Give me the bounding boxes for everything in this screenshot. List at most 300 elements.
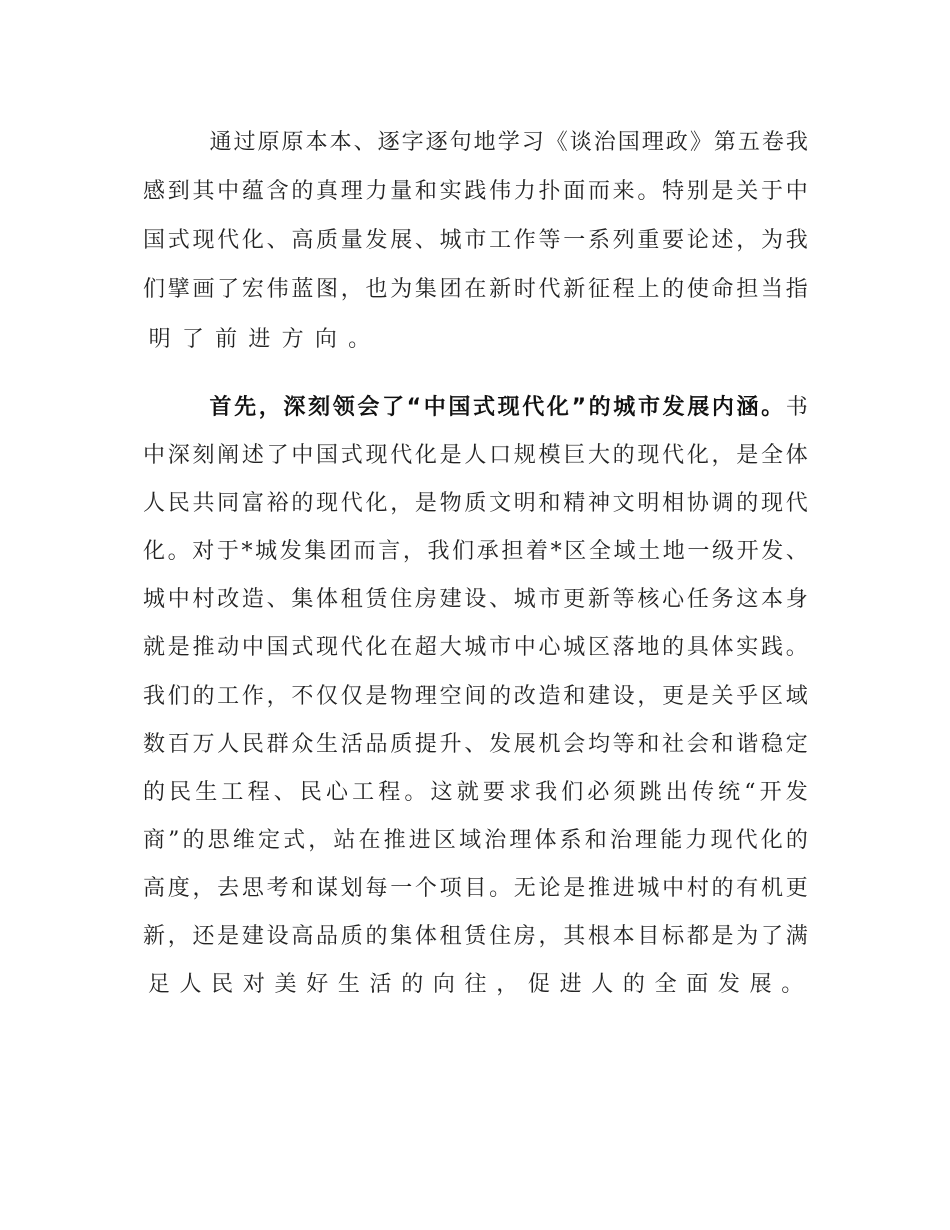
text-char: 重	[637, 228, 660, 253]
heading-char: 市	[637, 395, 660, 420]
text-char: 明	[637, 491, 660, 516]
text-char: 的	[711, 876, 734, 901]
text-char: 目	[464, 876, 487, 901]
text-char: 巨	[563, 443, 586, 468]
text-char: 目	[637, 924, 660, 949]
text-char: 面	[686, 972, 709, 997]
text-char: 式	[340, 443, 363, 468]
text-char: 。	[167, 539, 190, 564]
text-char: 土	[638, 539, 661, 564]
text-char: 来	[612, 179, 635, 204]
text-char: 间	[464, 684, 487, 709]
text-char: 其	[563, 924, 586, 949]
text-char: 。	[781, 972, 804, 997]
text-char: 。	[404, 780, 427, 805]
text-char: 逐	[377, 130, 400, 155]
text-char: 物	[390, 684, 413, 709]
text-char: 、	[266, 228, 289, 253]
text-char: 还	[192, 924, 215, 949]
text-char: 和	[711, 732, 734, 757]
text-char: 量	[340, 228, 363, 253]
text-char: 国	[266, 635, 289, 660]
text-char: 代	[538, 277, 561, 302]
text-char: 、	[785, 539, 808, 564]
text-line	[143, 778, 808, 808]
text-char: 域	[785, 684, 808, 709]
text-char: 要	[482, 780, 505, 805]
text-char: 神	[587, 491, 610, 516]
text-char: 感	[143, 179, 166, 204]
text-char: 就	[143, 635, 166, 660]
text-char: 均	[587, 732, 610, 757]
text-char: 和	[291, 876, 314, 901]
text-char: 我	[427, 539, 450, 564]
text-char: 化	[241, 228, 264, 253]
text-char: 、	[489, 587, 512, 612]
text-char: 命	[711, 277, 734, 302]
text-char: 城	[563, 635, 586, 660]
text-char: 核	[637, 587, 660, 612]
text-char: 住	[489, 924, 512, 949]
text-char: 区	[564, 539, 587, 564]
heading-char: ”	[571, 395, 587, 420]
text-char: 逐	[425, 130, 448, 155]
text-char: 的	[736, 491, 759, 516]
text-char: 的	[662, 635, 685, 660]
text-char: 足	[147, 972, 170, 997]
text-char: 工	[352, 780, 375, 805]
text-char: 的	[143, 780, 166, 805]
text-char: 了	[760, 924, 783, 949]
text-char: 市	[489, 635, 512, 660]
text-char: 具	[686, 635, 709, 660]
text-char: 有	[736, 876, 759, 901]
text-char: ，	[390, 491, 413, 516]
text-char: 租	[439, 924, 462, 949]
text-char: 蕴	[241, 179, 264, 204]
text-char: 共	[192, 491, 215, 516]
text-char: 身	[785, 587, 808, 612]
text-char: ，	[402, 539, 425, 564]
heading-char: 深	[283, 395, 306, 420]
text-char: 地	[662, 539, 685, 564]
text-char: 推	[587, 876, 610, 901]
heading-char: 内	[711, 395, 734, 420]
text-char: 赁	[365, 587, 388, 612]
text-char: 和	[584, 828, 607, 853]
text-char: 推	[192, 635, 215, 660]
text-char: 一	[687, 539, 710, 564]
text-char: 是	[439, 443, 462, 468]
text-char: 学	[497, 130, 520, 155]
text-char: 定	[785, 732, 808, 757]
text-char: 房	[414, 587, 437, 612]
text-char: 了	[217, 277, 240, 302]
text-char: 机	[538, 732, 561, 757]
text-char: 的	[489, 684, 512, 709]
text-char: 也	[365, 277, 388, 302]
text-char: 集	[390, 924, 413, 949]
heading-char: 现	[497, 395, 520, 420]
text-char: 房	[513, 924, 536, 949]
text-char: ，	[192, 876, 215, 901]
text-char: 标	[662, 924, 685, 949]
text-char: 展	[513, 732, 536, 757]
text-char: 宏	[241, 277, 264, 302]
text-char: 活	[369, 972, 392, 997]
text-char: 好	[306, 972, 329, 997]
text-char: 市	[538, 587, 561, 612]
text-char: ，	[538, 924, 561, 949]
heading-char: 。	[761, 395, 784, 420]
text-char: 进	[559, 972, 582, 997]
text-char: 伟	[489, 179, 512, 204]
text-char: 品	[316, 924, 339, 949]
text-char: 本	[329, 130, 352, 155]
text-line	[143, 489, 808, 519]
text-char: 的	[401, 972, 424, 997]
text-char: 代	[340, 635, 363, 660]
text-char: 求	[508, 780, 531, 805]
text-char: 全	[760, 443, 783, 468]
text-char: 通	[209, 130, 232, 155]
text-char: 调	[711, 491, 734, 516]
text-char: 思	[207, 828, 230, 853]
text-char: 代	[785, 491, 808, 516]
text-char: 我	[143, 684, 166, 709]
text-char: 须	[613, 780, 636, 805]
text-char: 进	[612, 876, 635, 901]
text-char: 群	[266, 732, 289, 757]
text-char: 承	[476, 539, 499, 564]
text-char: 句	[449, 130, 472, 155]
text-char: 考	[266, 876, 289, 901]
text-char: 市	[464, 228, 487, 253]
text-char: 图	[316, 277, 339, 302]
text-char: 精	[563, 491, 586, 516]
text-char: 人	[464, 443, 487, 468]
text-char: 地	[637, 635, 660, 660]
text-char: 特	[662, 179, 685, 204]
text-char: 五	[737, 130, 760, 155]
text-char: 品	[365, 732, 388, 757]
text-char: 。	[637, 179, 660, 204]
text-char: 代	[217, 228, 240, 253]
text-char: 担	[501, 539, 524, 564]
text-char: 乎	[736, 684, 759, 709]
text-char: 高	[143, 876, 166, 901]
text-char: 城	[255, 539, 278, 564]
text-char: 为	[760, 228, 783, 253]
text-char: 工	[489, 228, 512, 253]
text-char: 根	[587, 924, 610, 949]
text-char: ，	[637, 684, 660, 709]
text-char: 化	[143, 539, 166, 564]
text-char: 发	[489, 732, 512, 757]
text-char: 代	[735, 828, 758, 853]
text-char: 化	[760, 828, 783, 853]
text-char: 人	[217, 732, 240, 757]
text-char: 论	[538, 876, 561, 901]
text-char: 发	[785, 780, 808, 805]
text-char: 了	[181, 327, 204, 352]
text-line	[143, 325, 808, 355]
text-char: 中	[662, 876, 685, 901]
text-char: 征	[587, 277, 610, 302]
text-char: 体	[785, 443, 808, 468]
text-char: 万	[192, 732, 215, 757]
text-char: 列	[612, 228, 635, 253]
text-line	[143, 970, 808, 1000]
text-char: 发	[761, 539, 784, 564]
text-char: 中	[291, 443, 314, 468]
text-char: 中	[241, 635, 264, 660]
text-char: 提	[414, 732, 437, 757]
text-char: 述	[241, 443, 264, 468]
text-char: 建	[439, 587, 462, 612]
text-char: 文	[612, 491, 635, 516]
text-char: 中	[513, 635, 536, 660]
text-char: 稳	[760, 732, 783, 757]
text-char: 不	[291, 684, 314, 709]
text-char: 裕	[266, 491, 289, 516]
text-char: 是	[711, 179, 734, 204]
text-char: 村	[686, 876, 709, 901]
text-char: 统	[718, 780, 741, 805]
heading-char: 先	[234, 395, 257, 420]
text-char: 体	[316, 587, 339, 612]
text-char: 和	[563, 684, 586, 709]
text-char: 城	[513, 587, 536, 612]
text-char: 是	[414, 491, 437, 516]
text-char: 实	[736, 635, 759, 660]
text-char: 的	[612, 443, 635, 468]
text-char: 超	[414, 635, 437, 660]
text-char: 集	[414, 277, 437, 302]
text-char: 力	[365, 179, 388, 204]
text-char: 城	[464, 635, 487, 660]
heading-char: 涵	[736, 395, 759, 420]
text-char: 民	[211, 972, 234, 997]
text-char: 现	[365, 443, 388, 468]
text-char: 向	[314, 327, 337, 352]
text-char: 百	[167, 732, 190, 757]
text-char: 是	[686, 684, 709, 709]
text-char: 践	[464, 179, 487, 204]
heading-char: 刻	[308, 395, 331, 420]
text-char: 使	[686, 277, 709, 302]
text-char: 维	[232, 828, 255, 853]
text-char: 的	[365, 924, 388, 949]
text-char: 现	[316, 491, 339, 516]
heading-char: 会	[357, 395, 380, 420]
text-char: 务	[711, 587, 734, 612]
text-char: 发	[365, 228, 388, 253]
text-char: 、	[414, 228, 437, 253]
text-char: 是	[217, 924, 240, 949]
text-char: 团	[328, 539, 351, 564]
text-char: 工	[217, 684, 240, 709]
text-char: 高	[291, 228, 314, 253]
text-char: 伟	[266, 277, 289, 302]
text-char: 发	[717, 972, 740, 997]
text-char: 规	[513, 443, 536, 468]
text-char: 心	[662, 587, 685, 612]
text-char: 模	[538, 443, 561, 468]
text-char: 新	[563, 277, 586, 302]
text-char: 协	[686, 491, 709, 516]
text-char: 《	[545, 130, 568, 155]
text-char: 式	[167, 228, 190, 253]
text-char: 刻	[192, 443, 215, 468]
text-char: 中	[785, 179, 808, 204]
text-char: 我	[535, 780, 558, 805]
text-char: 等	[612, 587, 635, 612]
text-char: 民	[241, 732, 264, 757]
text-char: 前	[215, 327, 238, 352]
text-char: 就	[456, 780, 479, 805]
text-char: 的	[622, 972, 645, 997]
text-char: 治	[593, 130, 616, 155]
text-char: 众	[291, 732, 314, 757]
text-char: 造	[538, 684, 561, 709]
text-char: 集	[304, 539, 327, 564]
text-char: 现	[760, 491, 783, 516]
text-char: 升	[439, 732, 462, 757]
text-char: 体	[414, 924, 437, 949]
text-char: ，	[711, 443, 734, 468]
text-char: 心	[538, 635, 561, 660]
text-char: 物	[439, 491, 462, 516]
text-char: 对	[192, 539, 215, 564]
text-char: 跳	[639, 780, 662, 805]
text-char: 造	[241, 587, 264, 612]
text-char: 展	[749, 972, 772, 997]
text-line	[143, 585, 808, 615]
text-line	[143, 275, 808, 305]
text-char: 体	[534, 828, 557, 853]
text-char: 卷	[761, 130, 784, 155]
heading-char: 式	[473, 395, 496, 420]
text-char: 中	[217, 179, 240, 204]
text-char: 式	[291, 635, 314, 660]
text-char: 关	[736, 179, 759, 204]
text-char: 质	[390, 732, 413, 757]
text-char: ，	[167, 924, 190, 949]
text-char: 区	[433, 828, 456, 853]
text-char: 生	[316, 732, 339, 757]
text-char: 中	[143, 443, 166, 468]
text-char: 于	[216, 539, 239, 564]
text-char: 现	[316, 635, 339, 660]
text-char: 力	[685, 828, 708, 853]
text-char: 更	[785, 876, 808, 901]
text-char: 作	[241, 684, 264, 709]
text-char: 国	[143, 228, 166, 253]
text-char: 面	[563, 179, 586, 204]
text-char: 治	[609, 828, 632, 853]
text-char: 。	[785, 635, 808, 660]
text-char: 为	[736, 924, 759, 949]
text-char: 践	[760, 635, 783, 660]
text-char: 设	[266, 924, 289, 949]
text-char: 新	[143, 924, 166, 949]
text-char: 程	[247, 780, 270, 805]
text-char: 站	[333, 828, 356, 853]
text-char: 。	[348, 327, 371, 352]
text-char: 新	[587, 587, 610, 612]
text-char: 仅	[340, 684, 363, 709]
text-char: 代	[662, 443, 685, 468]
text-char: 数	[143, 732, 166, 757]
text-char: 、	[464, 732, 487, 757]
text-char: 系	[587, 228, 610, 253]
text-char: 一	[563, 228, 586, 253]
text-char: 的	[662, 277, 685, 302]
text-line	[143, 393, 808, 423]
text-char: 、	[353, 130, 376, 155]
text-line	[143, 537, 808, 567]
text-char: 画	[192, 277, 215, 302]
text-char: ，	[736, 228, 759, 253]
text-char: 进	[408, 828, 431, 853]
text-char: 划	[340, 876, 363, 901]
text-char: 化	[365, 635, 388, 660]
text-char: 改	[217, 587, 240, 612]
text-char: ，	[340, 277, 363, 302]
text-char: 们	[561, 780, 584, 805]
text-char: 的	[291, 179, 314, 204]
text-char: 人	[143, 491, 166, 516]
text-char: 现	[192, 228, 215, 253]
text-char: 当	[760, 277, 783, 302]
text-char: 论	[686, 228, 709, 253]
text-line	[143, 177, 808, 207]
text-line	[143, 922, 808, 952]
text-char: 向	[432, 972, 455, 997]
text-char: 能	[660, 828, 683, 853]
text-char: 大	[439, 635, 462, 660]
text-char: 村	[192, 587, 215, 612]
text-char: 这	[736, 587, 759, 612]
text-char: 我	[785, 228, 808, 253]
text-char: 政	[665, 130, 688, 155]
text-char: 为	[390, 277, 413, 302]
text-char: 理	[414, 684, 437, 709]
text-char: 上	[637, 277, 660, 302]
text-char: 体	[711, 635, 734, 660]
heading-char: 首	[209, 395, 232, 420]
text-char: 习	[521, 130, 544, 155]
text-char: 要	[662, 228, 685, 253]
text-line	[143, 826, 808, 856]
text-line	[143, 633, 808, 663]
text-char: 生	[337, 972, 360, 997]
text-char: 在	[464, 277, 487, 302]
text-char: 改	[513, 684, 536, 709]
text-char: 量	[390, 179, 413, 204]
text-char: 高	[291, 924, 314, 949]
text-char: 理	[641, 130, 664, 155]
text-char: 原	[257, 130, 280, 155]
text-char: 满	[785, 924, 808, 949]
text-char: 社	[662, 732, 685, 757]
text-char: 设	[464, 587, 487, 612]
text-char: 无	[513, 876, 536, 901]
text-char: 是	[167, 635, 190, 660]
text-char: 仅	[316, 684, 339, 709]
text-char: 现	[637, 443, 660, 468]
